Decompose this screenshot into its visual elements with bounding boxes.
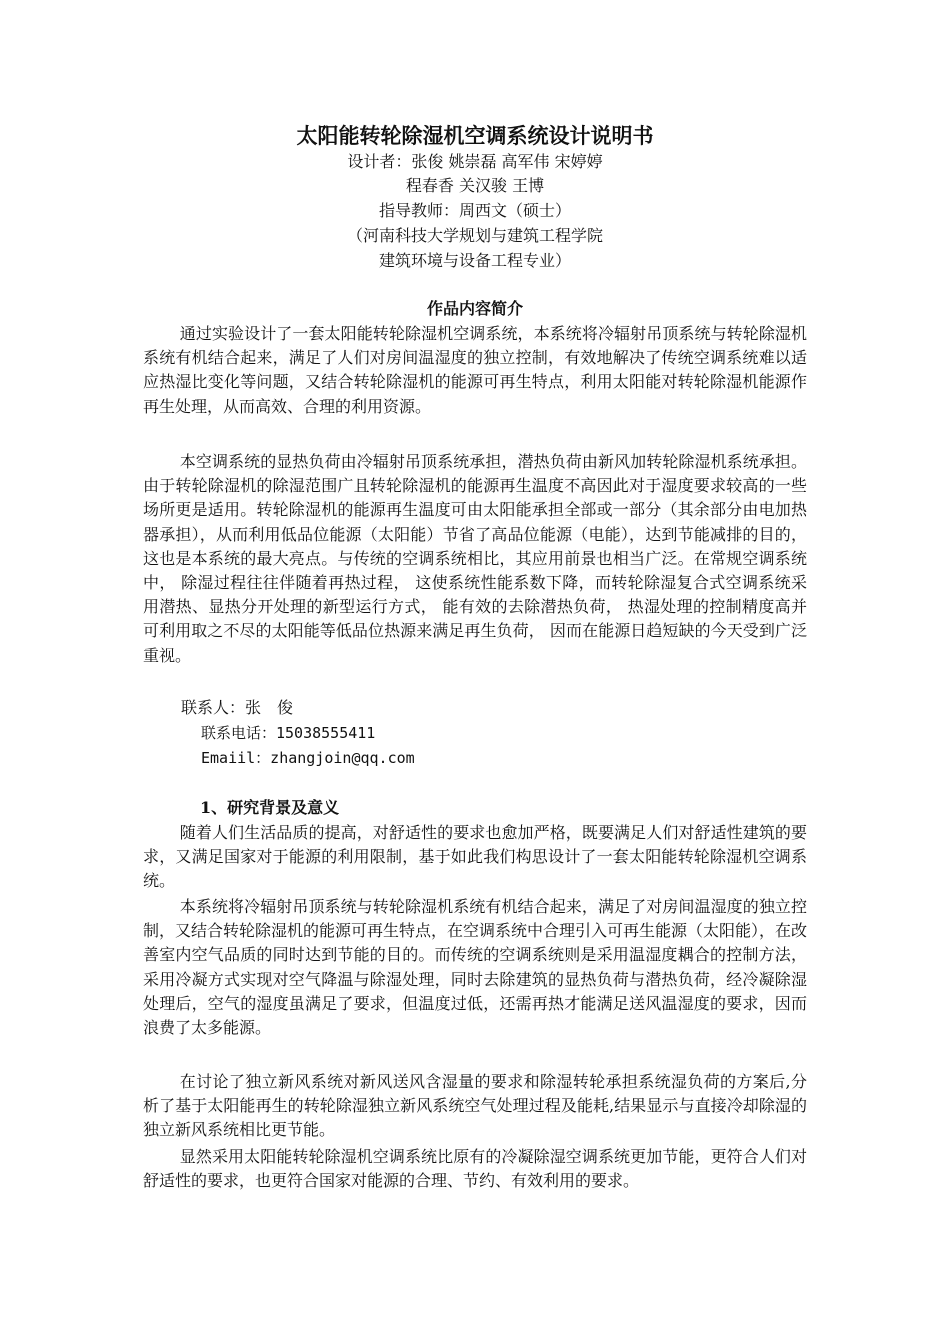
section-1-paragraph-4: 显然采用太阳能转轮除湿机空调系统比原有的冷凝除湿空调系统更加节能，更符合人们对舒适性的要求，也更符合国家对能源的合理、节约、有效利用的要求。 [143,1147,807,1191]
summary-paragraph-1: 通过实验设计了一套太阳能转轮除湿机空调系统，本系统将冷辐射吊顶系统与转轮除湿机系统有机结合起来，满足了人们对房间温湿度的独立控制，有效地解决了传统空调系统难以适应热湿比变化等问题，又结合转轮除湿机的能源可再生特点，利用太阳能对转轮除湿机能源作再生处理，从而高效、合理的利用资源。 [143,324,807,416]
section-1-paragraph-2: 本系统将冷辐射吊顶系统与转轮除湿机系统有机结合起来，满足了对房间温湿度的独立控制，又结合转轮除湿机的能源可再生特点，在空调系统中合理引入可再生能源（太阳能），在改善室内空气品质的同时达到节能的目的。而传统的空调系统则是采用温湿度耦合的控制方法，采用冷凝方式实现对空气降温与除湿处理，同时去除建筑的显热负荷与潜热负荷，经冷凝除湿处理后，空气的湿度虽满足了要求，但温度过低，还需再热才能满足送风温湿度的要求，因而浪费了太多能源。 [143,897,808,1038]
institution-line-1: （河南科技大学规划与建筑工程学院 [346,226,603,245]
contact-person: 联系人：张 俊 [181,698,294,717]
advisor-line: 指导教师：周西文（硕士） [378,201,571,220]
designers-line-1: 设计者：张俊 姚崇磊 高军伟 宋婷婷 [347,152,603,171]
summary-heading: 作品内容简介 [426,299,523,318]
section-1-paragraph-1: 随着人们生活品质的提高，对舒适性的要求也愈加严格，既要满足人们对舒适性建筑的要求，又满足国家对于能源的利用限制，基于如此我们构思设计了一套太阳能转轮除湿机空调系统。 [143,823,807,891]
section-1-heading: 1、研究背景及意义 [200,798,340,817]
designers-line-2: 程春香 关汉骏 王博 [405,176,545,195]
contact-phone: 联系电话：15038555411 [201,724,376,742]
summary-paragraph-2: 本空调系统的显热负荷由冷辐射吊顶系统承担，潜热负荷由新风加转轮除湿机系统承担。由于转轮除湿机的除湿范围广且转轮除湿机的能源再生温度不高因此对于湿度要求较高的一些场所更是适用。转轮除湿机的能源再生温度可由太阳能承担全部或一部分（其余部分由电加热器承担），从而利用低品位能源（太阳能）节省了高品位能源（电能），达到节能减排的目的，这也是本系统的最大亮点。与传统的空调系统相比，其应用前景也相当广泛。在常规空调系统中， 除湿过程往往伴随着再热过程， 这使系统性能系数下降，而转轮除湿复合式空调系统采用潜热、显热分开处理的新型运行方式， 能有效的去除潜热负荷， 热湿处理的控制精度高并可利用取之不尽的太阳能等低品位热源来满足再生负荷， 因而在能源日趋短缺的今天受到广泛重视。 [143,452,807,665]
document-title: 太阳能转轮除湿机空调系统设计说明书 [296,123,654,148]
institution-line-2: 建筑环境与设备工程专业） [378,251,571,270]
contact-email[interactable]: Emaiil：zhangjoin@qq.com [201,749,415,767]
section-1-paragraph-3: 在讨论了独立新风系统对新风送风含湿量的要求和除湿转轮承担系统湿负荷的方案后,分析了基于太阳能再生的转轮除湿独立新风系统空气处理过程及能耗,结果显示与直接冷却除湿的独立新风系统相比更节能。 [143,1072,807,1140]
